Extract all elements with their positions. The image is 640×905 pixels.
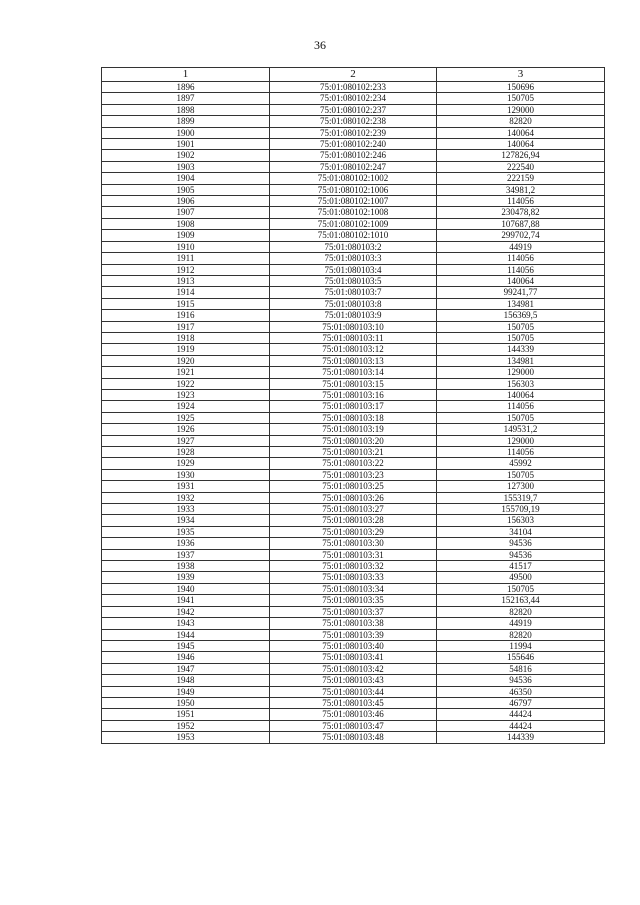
cadastral-number-cell: 75:01:080103:33 [270,572,437,583]
row-number-cell: 1915 [102,298,270,309]
cadastral-number-cell: 75:01:080103:11 [270,332,437,343]
cadastral-number-cell: 75:01:080103:27 [270,504,437,515]
row-number-cell: 1930 [102,469,270,480]
row-number-cell: 1949 [102,686,270,697]
value-cell: 156369,5 [437,310,605,321]
table-row [102,367,605,378]
value-cell: 114056 [437,401,605,412]
cadastral-number-cell: 75:01:080103:16 [270,389,437,400]
cadastral-number-cell: 75:01:080102:247 [270,161,437,172]
column-header-3: 3 [437,68,605,82]
row-number-cell: 1924 [102,401,270,412]
value-cell: 34104 [437,526,605,537]
table-row [102,583,605,594]
value-cell: 140064 [437,275,605,286]
table-row [102,355,605,366]
table-row [102,504,605,515]
row-number-cell: 1912 [102,264,270,275]
table-row [102,218,605,229]
row-number-cell: 1911 [102,253,270,264]
cadastral-number-cell: 75:01:080103:5 [270,275,437,286]
value-cell: 140064 [437,139,605,150]
cadastral-number-cell: 75:01:080103:35 [270,595,437,606]
row-number-cell: 1947 [102,663,270,674]
table-row [102,104,605,115]
value-cell: 44919 [437,241,605,252]
cadastral-number-cell: 75:01:080103:44 [270,686,437,697]
row-number-cell: 1938 [102,561,270,572]
cadastral-number-cell: 75:01:080103:14 [270,367,437,378]
cadastral-value-table [101,67,605,744]
cadastral-number-cell: 75:01:080102:238 [270,116,437,127]
cadastral-number-cell: 75:01:080103:39 [270,629,437,640]
row-number-cell: 1952 [102,720,270,731]
table-header-row [102,68,605,82]
table-row [102,207,605,218]
cadastral-number-cell: 75:01:080102:239 [270,127,437,138]
table-row [102,458,605,469]
cadastral-number-cell: 75:01:080102:233 [270,82,437,93]
value-cell: 99241,77 [437,287,605,298]
cadastral-number-cell: 75:01:080102:237 [270,104,437,115]
cadastral-number-cell: 75:01:080103:25 [270,481,437,492]
table-row [102,389,605,400]
table-row [102,515,605,526]
table-row [102,93,605,104]
row-number-cell: 1950 [102,697,270,708]
cadastral-number-cell: 75:01:080103:10 [270,321,437,332]
value-cell: 46350 [437,686,605,697]
table-row [102,481,605,492]
cadastral-number-cell: 75:01:080103:31 [270,549,437,560]
value-cell: 129000 [437,435,605,446]
table-row [102,618,605,629]
value-cell: 155646 [437,652,605,663]
row-number-cell: 1941 [102,595,270,606]
row-number-cell: 1919 [102,344,270,355]
table-row [102,230,605,241]
row-number-cell: 1907 [102,207,270,218]
value-cell: 114056 [437,264,605,275]
value-cell: 34981,2 [437,184,605,195]
value-cell: 144339 [437,344,605,355]
row-number-cell: 1908 [102,218,270,229]
value-cell: 94536 [437,549,605,560]
cadastral-number-cell: 75:01:080102:240 [270,139,437,150]
row-number-cell: 1942 [102,606,270,617]
table-row [102,526,605,537]
row-number-cell: 1920 [102,355,270,366]
row-number-cell: 1896 [102,82,270,93]
value-cell: 94536 [437,538,605,549]
table-row [102,287,605,298]
cadastral-number-cell: 75:01:080103:43 [270,675,437,686]
row-number-cell: 1917 [102,321,270,332]
value-cell: 230478,82 [437,207,605,218]
value-cell: 107687,88 [437,218,605,229]
row-number-cell: 1898 [102,104,270,115]
table-row [102,435,605,446]
value-cell: 82820 [437,606,605,617]
row-number-cell: 1935 [102,526,270,537]
table-row [102,298,605,309]
row-number-cell: 1903 [102,161,270,172]
value-cell: 82820 [437,629,605,640]
table-row [102,139,605,150]
cadastral-number-cell: 75:01:080102:1002 [270,173,437,184]
row-number-cell: 1926 [102,424,270,435]
cadastral-number-cell: 75:01:080103:42 [270,663,437,674]
table-row [102,275,605,286]
row-number-cell: 1945 [102,640,270,651]
cadastral-number-cell: 75:01:080103:45 [270,697,437,708]
row-number-cell: 1902 [102,150,270,161]
table-body [102,82,605,744]
cadastral-number-cell: 75:01:080103:26 [270,492,437,503]
row-number-cell: 1944 [102,629,270,640]
value-cell: 150705 [437,583,605,594]
row-number-cell: 1909 [102,230,270,241]
row-number-cell: 1913 [102,275,270,286]
value-cell: 156303 [437,515,605,526]
row-number-cell: 1921 [102,367,270,378]
table-row [102,561,605,572]
value-cell: 129000 [437,367,605,378]
table-row [102,378,605,389]
row-number-cell: 1934 [102,515,270,526]
table-row [102,549,605,560]
page-number: 36 [314,38,326,52]
value-cell: 114056 [437,253,605,264]
table-row [102,538,605,549]
row-number-cell: 1916 [102,310,270,321]
table-row [102,629,605,640]
column-header-2: 2 [270,68,437,82]
row-number-cell: 1951 [102,709,270,720]
table-row [102,675,605,686]
row-number-cell: 1937 [102,549,270,560]
value-cell: 222159 [437,173,605,184]
table-row [102,663,605,674]
row-number-cell: 1943 [102,618,270,629]
cadastral-number-cell: 75:01:080102:1010 [270,230,437,241]
row-number-cell: 1929 [102,458,270,469]
value-cell: 144339 [437,732,605,743]
row-number-cell: 1904 [102,173,270,184]
value-cell: 127300 [437,481,605,492]
table-row [102,321,605,332]
cadastral-number-cell: 75:01:080102:1006 [270,184,437,195]
row-number-cell: 1900 [102,127,270,138]
value-cell: 156303 [437,378,605,389]
value-cell: 54816 [437,663,605,674]
table-row [102,116,605,127]
value-cell: 155319,7 [437,492,605,503]
table-row [102,572,605,583]
row-number-cell: 1933 [102,504,270,515]
column-header-1: 1 [102,68,270,82]
cadastral-number-cell: 75:01:080103:46 [270,709,437,720]
cadastral-number-cell: 75:01:080103:40 [270,640,437,651]
row-number-cell: 1931 [102,481,270,492]
table-row [102,150,605,161]
value-cell: 11994 [437,640,605,651]
value-cell: 82820 [437,116,605,127]
row-number-cell: 1905 [102,184,270,195]
value-cell: 114056 [437,196,605,207]
value-cell: 134981 [437,298,605,309]
cadastral-number-cell: 75:01:080103:47 [270,720,437,731]
value-cell: 222540 [437,161,605,172]
cadastral-number-cell: 75:01:080103:18 [270,412,437,423]
row-number-cell: 1940 [102,583,270,594]
table-header [102,68,605,82]
cadastral-number-cell: 75:01:080103:37 [270,606,437,617]
table-row [102,264,605,275]
row-number-cell: 1901 [102,139,270,150]
value-cell: 149531,2 [437,424,605,435]
value-cell: 150705 [437,321,605,332]
table-row [102,310,605,321]
value-cell: 45992 [437,458,605,469]
row-number-cell: 1897 [102,93,270,104]
value-cell: 129000 [437,104,605,115]
table-row [102,709,605,720]
cadastral-number-cell: 75:01:080103:19 [270,424,437,435]
cadastral-number-cell: 75:01:080103:7 [270,287,437,298]
table-row [102,161,605,172]
row-number-cell: 1910 [102,241,270,252]
cadastral-number-cell: 75:01:080103:32 [270,561,437,572]
value-cell: 150705 [437,469,605,480]
value-cell: 150705 [437,332,605,343]
table-row [102,720,605,731]
table-row [102,241,605,252]
row-number-cell: 1928 [102,447,270,458]
value-cell: 114056 [437,447,605,458]
cadastral-number-cell: 75:01:080103:28 [270,515,437,526]
cadastral-number-cell: 75:01:080103:2 [270,241,437,252]
table-row [102,595,605,606]
cadastral-number-cell: 75:01:080103:23 [270,469,437,480]
row-number-cell: 1932 [102,492,270,503]
cadastral-number-cell: 75:01:080103:17 [270,401,437,412]
value-cell: 150705 [437,412,605,423]
cadastral-number-cell: 75:01:080102:246 [270,150,437,161]
table-row [102,82,605,93]
row-number-cell: 1922 [102,378,270,389]
row-number-cell: 1953 [102,732,270,743]
row-number-cell: 1906 [102,196,270,207]
row-number-cell: 1936 [102,538,270,549]
row-number-cell: 1923 [102,389,270,400]
row-number-cell: 1948 [102,675,270,686]
table-row [102,447,605,458]
cadastral-number-cell: 75:01:080103:38 [270,618,437,629]
row-number-cell: 1927 [102,435,270,446]
row-number-cell: 1899 [102,116,270,127]
table-row [102,196,605,207]
cadastral-number-cell: 75:01:080103:30 [270,538,437,549]
cadastral-number-cell: 75:01:080103:4 [270,264,437,275]
table-row [102,640,605,651]
table-row [102,127,605,138]
row-number-cell: 1946 [102,652,270,663]
cadastral-number-cell: 75:01:080103:21 [270,447,437,458]
value-cell: 46797 [437,697,605,708]
cadastral-number-cell: 75:01:080102:1008 [270,207,437,218]
table-row [102,652,605,663]
table-row [102,686,605,697]
value-cell: 150696 [437,82,605,93]
cadastral-number-cell: 75:01:080103:34 [270,583,437,594]
row-number-cell: 1939 [102,572,270,583]
value-cell: 94536 [437,675,605,686]
table-row [102,732,605,743]
table-row [102,332,605,343]
cadastral-number-cell: 75:01:080103:12 [270,344,437,355]
value-cell: 134981 [437,355,605,366]
value-cell: 44424 [437,709,605,720]
value-cell: 49500 [437,572,605,583]
value-cell: 41517 [437,561,605,572]
value-cell: 127826,94 [437,150,605,161]
cadastral-number-cell: 75:01:080103:8 [270,298,437,309]
cadastral-number-cell: 75:01:080103:22 [270,458,437,469]
cadastral-number-cell: 75:01:080103:9 [270,310,437,321]
table-row [102,606,605,617]
value-cell: 44919 [437,618,605,629]
value-cell: 299702,74 [437,230,605,241]
cadastral-number-cell: 75:01:080103:3 [270,253,437,264]
cadastral-number-cell: 75:01:080102:1009 [270,218,437,229]
table-row [102,401,605,412]
table-row [102,344,605,355]
row-number-cell: 1914 [102,287,270,298]
cadastral-number-cell: 75:01:080103:13 [270,355,437,366]
cadastral-number-cell: 75:01:080102:1007 [270,196,437,207]
table-row [102,469,605,480]
table-row [102,492,605,503]
cadastral-number-cell: 75:01:080102:234 [270,93,437,104]
table-row [102,424,605,435]
table-row [102,697,605,708]
cadastral-number-cell: 75:01:080103:41 [270,652,437,663]
value-cell: 140064 [437,389,605,400]
cadastral-number-cell: 75:01:080103:48 [270,732,437,743]
table-row [102,184,605,195]
value-cell: 155709,19 [437,504,605,515]
value-cell: 150705 [437,93,605,104]
row-number-cell: 1918 [102,332,270,343]
table-row [102,253,605,264]
value-cell: 44424 [437,720,605,731]
cadastral-number-cell: 75:01:080103:20 [270,435,437,446]
table-row [102,412,605,423]
table-row [102,173,605,184]
cadastral-number-cell: 75:01:080103:15 [270,378,437,389]
row-number-cell: 1925 [102,412,270,423]
value-cell: 152163,44 [437,595,605,606]
cadastral-number-cell: 75:01:080103:29 [270,526,437,537]
value-cell: 140064 [437,127,605,138]
